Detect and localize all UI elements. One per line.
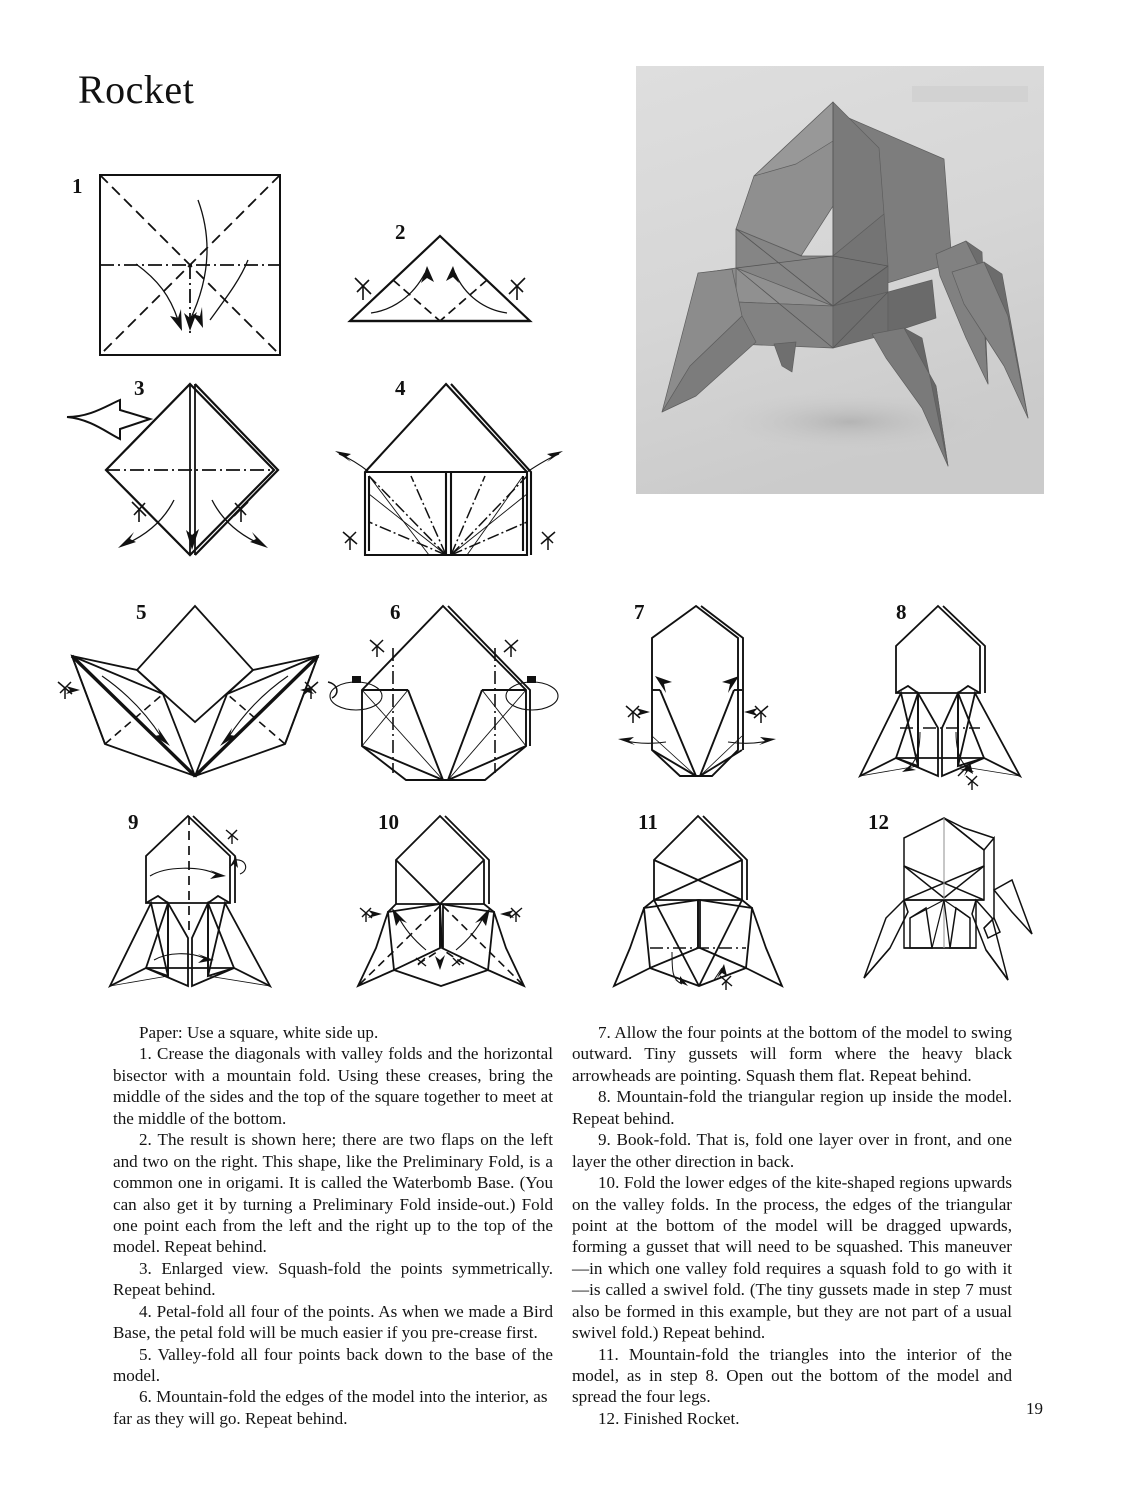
diagram-step-1	[70, 168, 300, 363]
instruction-step-2: 2. The result is shown here; there are two flaps on the left and two on the right. This shape, like the Preliminary Fold, is a common one in origami. It is called the Waterbomb Base. (You can also get it by turning a Preliminary Fold inside-out.) Fold one point each from the left and the right up to the top of the model. Repeat behind.	[113, 1130, 553, 1257]
instruction-paper: Paper: Use a square, white side up.	[139, 1023, 379, 1042]
page-number: 19	[1026, 1399, 1043, 1418]
diagram-step-2	[335, 218, 545, 333]
instruction-step-10: 10. Fold the lower edges of the kite-shaped regions upwards on the valley folds. In the process, the edges of the triangular point at the bottom of the model will be dragged upwards, forming a gusset that will need to be squashed. This maneuver—in which one valley fold requires a squash fold to go with it—is called a swivel fold. (The tiny gussets made in step 7 must also be formed in this example, but they are not part of a usual swivel fold.) Repeat behind.	[572, 1173, 1012, 1343]
step-number-1: 1	[72, 174, 83, 198]
step-number-3: 3	[134, 376, 145, 400]
step-number-12: 12	[868, 810, 889, 834]
instruction-step-9: 9. Book-fold. That is, fold one layer over in front, and one layer the other direction in back.	[572, 1130, 1012, 1171]
diagram-step-6	[330, 598, 590, 788]
instruction-step-1: 1. Crease the diagonals with valley folds and the horizontal bisector with a mountain fold. Using these creases, bring the middle of the sides and the top of the square together to meet at the middle of the bottom.	[113, 1044, 553, 1128]
page-title: Rocket	[78, 67, 195, 112]
step-number-4: 4	[395, 376, 406, 400]
instruction-step-6: 6. Mountain-fold the edges of the model into the interior, as far as they will go. Repeat behind.	[113, 1387, 548, 1428]
instruction-step-11: 11. Mountain-fold the triangles into the interior of the model, as in step 8. Open out the bottom of the model and spread the four legs.	[572, 1344, 1012, 1407]
step-number-10: 10	[378, 810, 399, 834]
step-number-7: 7	[634, 600, 645, 624]
instruction-step-5: 5. Valley-fold all four points back down to the base of the model.	[113, 1344, 553, 1385]
instructions-right-column	[572, 1022, 1012, 1429]
diagram-step-10	[336, 808, 556, 998]
step-number-6: 6	[390, 600, 401, 624]
instruction-step-4: 4. Petal-fold all four of the points. As when we made a Bird Base, the petal fold will be much easier if you pre-crease first.	[113, 1301, 553, 1343]
step-number-5: 5	[136, 600, 147, 624]
instructions-left-column	[113, 1022, 553, 1429]
finished-rocket-photograph	[636, 66, 1044, 494]
diagram-step-4	[333, 372, 583, 567]
instruction-step-7: 7. Allow the four points at the bottom of the model to swing outward. Tiny gussets will form where the heavy black arrowheads are pointing. Squash them flat. Repeat behind.	[572, 1023, 1012, 1085]
step-number-2: 2	[395, 220, 406, 244]
instruction-step-8: 8. Mountain-fold the triangular region up inside the model. Repeat behind.	[572, 1087, 1012, 1128]
step-number-8: 8	[896, 600, 907, 624]
instruction-step-12: 12. Finished Rocket.	[598, 1408, 740, 1428]
step-number-9: 9	[128, 810, 139, 834]
diagram-step-5	[50, 598, 340, 788]
diagram-step-8	[838, 598, 1038, 788]
diagram-step-11	[596, 808, 806, 998]
step-number-11: 11	[638, 810, 658, 834]
diagram-step-3	[62, 372, 312, 567]
instruction-step-3: 3. Enlarged view. Squash-fold the points symmetrically. Repeat behind.	[113, 1258, 553, 1300]
diagram-step-12	[846, 808, 1046, 998]
diagram-step-9	[88, 808, 298, 998]
diagram-step-7	[608, 598, 808, 788]
